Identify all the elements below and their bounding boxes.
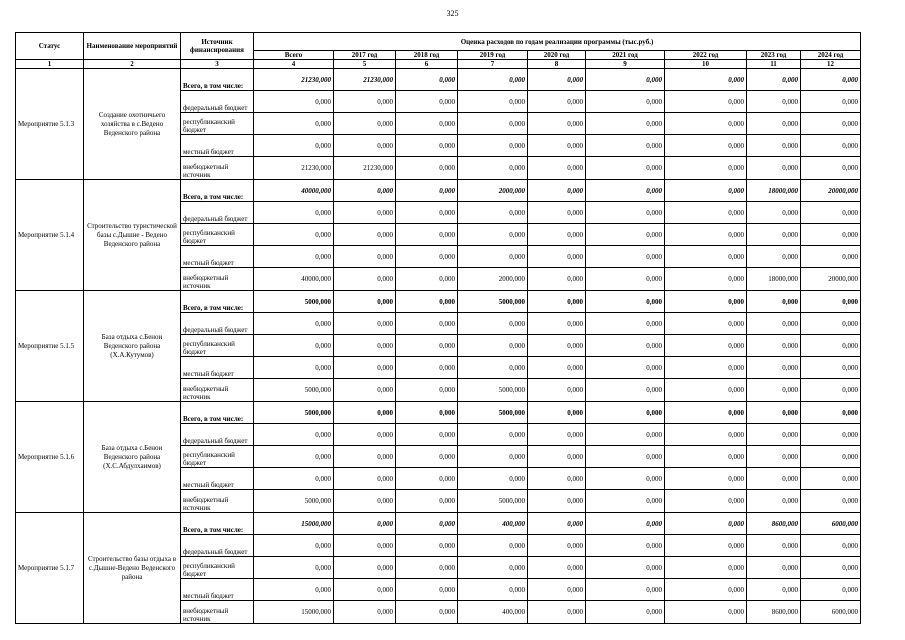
year-header: 2020 год: [528, 51, 586, 60]
event-name: Строительство базы отдыха в с.Дышне-Ведено Веденского района: [84, 513, 181, 624]
amount-cell: 0,000: [801, 379, 861, 402]
amount-cell: 0,000: [396, 402, 458, 424]
amount-cell: 0,000: [396, 446, 458, 468]
amount-cell: 0,000: [334, 490, 396, 513]
column-number: 1: [16, 60, 84, 69]
amount-cell: 0,000: [334, 424, 396, 446]
amount-cell: 0,000: [801, 335, 861, 357]
funding-source: внебюджетный источник: [181, 490, 254, 513]
amount-cell: 0,000: [396, 335, 458, 357]
year-header: 2024 год: [801, 51, 861, 60]
funding-source: республиканский бюджет: [181, 446, 254, 468]
amount-cell: 0,000: [586, 224, 665, 246]
amount-cell: 0,000: [665, 224, 747, 246]
amount-cell: 0,000: [801, 135, 861, 157]
amount-cell: 0,000: [586, 291, 665, 313]
amount-cell: 21230,000: [254, 157, 334, 180]
amount-cell: 5000,000: [458, 490, 528, 513]
table-row: [16, 291, 861, 313]
amount-cell: 0,000: [254, 424, 334, 446]
amount-cell: 0,000: [747, 446, 801, 468]
amount-cell: 0,000: [747, 113, 801, 135]
amount-cell: 0,000: [396, 557, 458, 579]
amount-cell: 0,000: [396, 601, 458, 624]
amount-cell: 6000,000: [801, 513, 861, 535]
amount-cell: 0,000: [334, 180, 396, 202]
amount-cell: 0,000: [586, 135, 665, 157]
amount-cell: 0,000: [801, 557, 861, 579]
amount-cell: 0,000: [586, 424, 665, 446]
amount-cell: 0,000: [747, 91, 801, 113]
amount-cell: 0,000: [665, 291, 747, 313]
amount-cell: 0,000: [665, 246, 747, 268]
funding-source: Всего, в том числе:: [181, 291, 254, 313]
amount-cell: 0,000: [528, 202, 586, 224]
amount-cell: 0,000: [334, 601, 396, 624]
year-header: 2017 год: [334, 51, 396, 60]
amount-cell: 0,000: [747, 490, 801, 513]
amount-cell: 0,000: [665, 69, 747, 91]
amount-cell: 0,000: [528, 490, 586, 513]
amount-cell: 8600,000: [747, 513, 801, 535]
amount-cell: 0,000: [528, 535, 586, 557]
funding-source: федеральный бюджет: [181, 535, 254, 557]
amount-cell: 0,000: [458, 446, 528, 468]
page-number: 325: [446, 9, 459, 18]
amount-cell: 0,000: [665, 357, 747, 379]
amount-cell: 15000,000: [254, 513, 334, 535]
amount-cell: 0,000: [254, 579, 334, 601]
amount-cell: 0,000: [396, 291, 458, 313]
amount-cell: 0,000: [747, 157, 801, 180]
amount-cell: 5000,000: [458, 291, 528, 313]
amount-cell: 0,000: [334, 402, 396, 424]
amount-cell: 0,000: [396, 91, 458, 113]
amount-cell: 0,000: [801, 291, 861, 313]
amount-cell: 0,000: [747, 202, 801, 224]
column-number: 4: [254, 60, 334, 69]
amount-cell: 0,000: [334, 268, 396, 291]
funding-source: внебюджетный источник: [181, 379, 254, 402]
amount-cell: 0,000: [665, 379, 747, 402]
amount-cell: 0,000: [458, 579, 528, 601]
amount-cell: 0,000: [528, 513, 586, 535]
amount-cell: 0,000: [528, 291, 586, 313]
amount-cell: 0,000: [801, 490, 861, 513]
amount-cell: 0,000: [334, 335, 396, 357]
expense-table: [15, 32, 861, 624]
funding-source: федеральный бюджет: [181, 313, 254, 335]
column-number: 6: [396, 60, 458, 69]
funding-source: местный бюджет: [181, 468, 254, 490]
amount-cell: 0,000: [528, 379, 586, 402]
amount-cell: 0,000: [665, 268, 747, 291]
amount-cell: 0,000: [458, 113, 528, 135]
funding-source: федеральный бюджет: [181, 202, 254, 224]
amount-cell: 0,000: [396, 113, 458, 135]
funding-source: Всего, в том числе:: [181, 180, 254, 202]
amount-cell: 0,000: [528, 157, 586, 180]
header-source: Источник финансирования: [181, 33, 254, 60]
amount-cell: 0,000: [528, 135, 586, 157]
amount-cell: 0,000: [586, 69, 665, 91]
amount-cell: 0,000: [396, 224, 458, 246]
table-row: [16, 69, 861, 91]
amount-cell: 0,000: [254, 246, 334, 268]
funding-source: местный бюджет: [181, 135, 254, 157]
amount-cell: 0,000: [334, 535, 396, 557]
amount-cell: 0,000: [458, 313, 528, 335]
amount-cell: 0,000: [586, 379, 665, 402]
funding-source: местный бюджет: [181, 357, 254, 379]
amount-cell: 5000,000: [458, 402, 528, 424]
amount-cell: 0,000: [528, 601, 586, 624]
amount-cell: 0,000: [458, 224, 528, 246]
amount-cell: 0,000: [665, 446, 747, 468]
amount-cell: 0,000: [801, 535, 861, 557]
amount-cell: 20000,000: [801, 268, 861, 291]
amount-cell: 0,000: [747, 357, 801, 379]
amount-cell: 0,000: [334, 313, 396, 335]
amount-cell: 0,000: [254, 202, 334, 224]
amount-cell: 0,000: [665, 157, 747, 180]
amount-cell: 5000,000: [254, 402, 334, 424]
amount-cell: 0,000: [396, 579, 458, 601]
amount-cell: 0,000: [586, 446, 665, 468]
amount-cell: 40000,000: [254, 268, 334, 291]
amount-cell: 0,000: [665, 424, 747, 446]
amount-cell: 0,000: [334, 557, 396, 579]
funding-source: внебюджетный источник: [181, 601, 254, 624]
header-status: Статус: [16, 33, 84, 60]
amount-cell: 0,000: [586, 246, 665, 268]
amount-cell: 0,000: [801, 157, 861, 180]
amount-cell: 0,000: [586, 579, 665, 601]
amount-cell: 0,000: [254, 446, 334, 468]
amount-cell: 0,000: [528, 313, 586, 335]
table-row: [16, 513, 861, 535]
amount-cell: 0,000: [528, 246, 586, 268]
funding-source: местный бюджет: [181, 579, 254, 601]
amount-cell: 0,000: [396, 313, 458, 335]
amount-cell: 0,000: [747, 379, 801, 402]
amount-cell: 400,000: [458, 601, 528, 624]
amount-cell: 0,000: [334, 224, 396, 246]
column-number: 8: [528, 60, 586, 69]
amount-cell: 0,000: [747, 468, 801, 490]
amount-cell: 0,000: [254, 313, 334, 335]
amount-cell: 0,000: [396, 202, 458, 224]
amount-cell: 0,000: [747, 69, 801, 91]
amount-cell: 0,000: [528, 180, 586, 202]
amount-cell: 0,000: [528, 69, 586, 91]
amount-cell: 0,000: [747, 424, 801, 446]
column-number: 5: [334, 60, 396, 69]
funding-source: республиканский бюджет: [181, 224, 254, 246]
year-header: 2018 год: [396, 51, 458, 60]
amount-cell: 2000,000: [458, 180, 528, 202]
amount-cell: 0,000: [586, 513, 665, 535]
amount-cell: 21230,000: [254, 69, 334, 91]
amount-cell: 0,000: [396, 513, 458, 535]
amount-cell: 0,000: [801, 424, 861, 446]
funding-source: внебюджетный источник: [181, 157, 254, 180]
amount-cell: 0,000: [586, 357, 665, 379]
amount-cell: 0,000: [528, 468, 586, 490]
amount-cell: 0,000: [254, 91, 334, 113]
event-name: База отдыха с.Бенои Веденского района (Х.А.Кутумов): [84, 291, 181, 402]
amount-cell: 0,000: [665, 180, 747, 202]
amount-cell: 0,000: [334, 446, 396, 468]
amount-cell: 0,000: [665, 402, 747, 424]
table-row: [16, 180, 861, 202]
event-status: Мероприятие 5.1.3: [16, 69, 84, 180]
amount-cell: 0,000: [528, 224, 586, 246]
amount-cell: 0,000: [254, 113, 334, 135]
amount-cell: 5000,000: [254, 379, 334, 402]
amount-cell: 0,000: [586, 268, 665, 291]
amount-cell: 0,000: [665, 468, 747, 490]
amount-cell: 0,000: [334, 246, 396, 268]
amount-cell: 0,000: [396, 69, 458, 91]
amount-cell: 0,000: [528, 424, 586, 446]
amount-cell: 0,000: [801, 446, 861, 468]
amount-cell: 0,000: [586, 468, 665, 490]
amount-cell: 0,000: [254, 557, 334, 579]
column-number: 3: [181, 60, 254, 69]
amount-cell: 0,000: [801, 91, 861, 113]
amount-cell: 0,000: [747, 402, 801, 424]
amount-cell: 0,000: [801, 224, 861, 246]
amount-cell: 0,000: [586, 557, 665, 579]
amount-cell: 0,000: [586, 601, 665, 624]
amount-cell: 0,000: [396, 268, 458, 291]
column-number: 11: [747, 60, 801, 69]
year-header: 2019 год: [458, 51, 528, 60]
amount-cell: 0,000: [665, 135, 747, 157]
amount-cell: 0,000: [747, 224, 801, 246]
funding-source: местный бюджет: [181, 246, 254, 268]
amount-cell: 0,000: [528, 335, 586, 357]
amount-cell: 0,000: [396, 180, 458, 202]
amount-cell: 0,000: [801, 402, 861, 424]
amount-cell: 0,000: [665, 335, 747, 357]
amount-cell: 0,000: [586, 490, 665, 513]
amount-cell: 5000,000: [458, 379, 528, 402]
amount-cell: 0,000: [334, 357, 396, 379]
amount-cell: 0,000: [458, 357, 528, 379]
amount-cell: 0,000: [528, 113, 586, 135]
amount-cell: 0,000: [458, 69, 528, 91]
amount-cell: 0,000: [458, 202, 528, 224]
amount-cell: 0,000: [334, 379, 396, 402]
amount-cell: 0,000: [396, 468, 458, 490]
funding-source: федеральный бюджет: [181, 91, 254, 113]
amount-cell: 18000,000: [747, 268, 801, 291]
amount-cell: 0,000: [665, 557, 747, 579]
amount-cell: 0,000: [586, 402, 665, 424]
amount-cell: 0,000: [665, 91, 747, 113]
amount-cell: 6000,000: [801, 601, 861, 624]
amount-cell: 0,000: [801, 357, 861, 379]
column-number: 2: [84, 60, 181, 69]
amount-cell: 0,000: [665, 535, 747, 557]
event-name: База отдыха с.Бенои Веденского района (Х.С.Абдулхаимов): [84, 402, 181, 513]
header-estimate: Оценка расходов по годам реализации программы (тыс.руб.): [254, 33, 861, 51]
amount-cell: 0,000: [334, 113, 396, 135]
amount-cell: 0,000: [747, 246, 801, 268]
amount-cell: 0,000: [665, 113, 747, 135]
amount-cell: 0,000: [396, 157, 458, 180]
amount-cell: 0,000: [458, 91, 528, 113]
amount-cell: 0,000: [747, 579, 801, 601]
year-header: 2023 год: [747, 51, 801, 60]
amount-cell: 0,000: [801, 246, 861, 268]
amount-cell: 0,000: [801, 468, 861, 490]
funding-source: республиканский бюджет: [181, 113, 254, 135]
amount-cell: 0,000: [458, 246, 528, 268]
event-status: Мероприятие 5.1.6: [16, 402, 84, 513]
amount-cell: 0,000: [528, 357, 586, 379]
funding-source: республиканский бюджет: [181, 557, 254, 579]
amount-cell: 0,000: [458, 135, 528, 157]
amount-cell: 0,000: [747, 313, 801, 335]
amount-cell: 0,000: [747, 291, 801, 313]
amount-cell: 0,000: [586, 202, 665, 224]
amount-cell: 0,000: [458, 424, 528, 446]
amount-cell: 0,000: [747, 335, 801, 357]
amount-cell: 20000,000: [801, 180, 861, 202]
amount-cell: 2000,000: [458, 268, 528, 291]
amount-cell: 0,000: [528, 402, 586, 424]
amount-cell: 0,000: [334, 513, 396, 535]
amount-cell: 0,000: [396, 490, 458, 513]
amount-cell: 0,000: [665, 579, 747, 601]
amount-cell: 400,000: [458, 513, 528, 535]
event-name: Строительство туристической базы с.Дышне - Ведено Веденского района: [84, 180, 181, 291]
amount-cell: 0,000: [396, 135, 458, 157]
header-name: Наименование мероприятий: [84, 33, 181, 60]
amount-cell: 0,000: [458, 157, 528, 180]
amount-cell: 0,000: [458, 468, 528, 490]
amount-cell: 0,000: [528, 91, 586, 113]
amount-cell: 0,000: [334, 468, 396, 490]
amount-cell: 0,000: [665, 313, 747, 335]
amount-cell: 0,000: [747, 535, 801, 557]
column-number: 12: [801, 60, 861, 69]
column-number: 7: [458, 60, 528, 69]
amount-cell: 0,000: [254, 468, 334, 490]
table-row: [16, 402, 861, 424]
amount-cell: 0,000: [334, 202, 396, 224]
amount-cell: 0,000: [665, 202, 747, 224]
event-status: Мероприятие 5.1.4: [16, 180, 84, 291]
amount-cell: 0,000: [586, 91, 665, 113]
amount-cell: 0,000: [801, 313, 861, 335]
amount-cell: 15000,000: [254, 601, 334, 624]
amount-cell: 0,000: [458, 335, 528, 357]
amount-cell: 0,000: [396, 424, 458, 446]
funding-source: Всего, в том числе:: [181, 513, 254, 535]
funding-source: федеральный бюджет: [181, 424, 254, 446]
amount-cell: 0,000: [254, 135, 334, 157]
amount-cell: 0,000: [254, 535, 334, 557]
amount-cell: 0,000: [458, 557, 528, 579]
amount-cell: 5000,000: [254, 490, 334, 513]
amount-cell: 0,000: [801, 579, 861, 601]
amount-cell: 0,000: [586, 535, 665, 557]
amount-cell: 8600,000: [747, 601, 801, 624]
amount-cell: 0,000: [334, 91, 396, 113]
amount-cell: 0,000: [396, 246, 458, 268]
amount-cell: 40000,000: [254, 180, 334, 202]
amount-cell: 0,000: [458, 535, 528, 557]
amount-cell: 0,000: [528, 579, 586, 601]
amount-cell: 0,000: [586, 180, 665, 202]
amount-cell: 0,000: [334, 579, 396, 601]
amount-cell: 21230,000: [334, 157, 396, 180]
amount-cell: 0,000: [586, 313, 665, 335]
event-name: Создание охотничьего хозяйства в с.Ведено Веденского района: [84, 69, 181, 180]
amount-cell: 21230,000: [334, 69, 396, 91]
amount-cell: 0,000: [254, 224, 334, 246]
amount-cell: 0,000: [334, 291, 396, 313]
amount-cell: 0,000: [586, 335, 665, 357]
amount-cell: 5000,000: [254, 291, 334, 313]
amount-cell: 0,000: [396, 357, 458, 379]
funding-source: внебюджетный источник: [181, 268, 254, 291]
amount-cell: 0,000: [665, 490, 747, 513]
year-header: 2022 год: [665, 51, 747, 60]
amount-cell: 0,000: [665, 601, 747, 624]
amount-cell: 0,000: [747, 135, 801, 157]
amount-cell: 0,000: [254, 357, 334, 379]
year-header: 2021 год: [586, 51, 665, 60]
amount-cell: 0,000: [801, 202, 861, 224]
amount-cell: 0,000: [396, 535, 458, 557]
amount-cell: 0,000: [586, 157, 665, 180]
amount-cell: 0,000: [254, 335, 334, 357]
amount-cell: 0,000: [528, 557, 586, 579]
amount-cell: 18000,000: [747, 180, 801, 202]
amount-cell: 0,000: [747, 557, 801, 579]
column-number: 10: [665, 60, 747, 69]
amount-cell: 0,000: [801, 113, 861, 135]
amount-cell: 0,000: [528, 446, 586, 468]
event-status: Мероприятие 5.1.5: [16, 291, 84, 402]
column-number: 9: [586, 60, 665, 69]
amount-cell: 0,000: [396, 379, 458, 402]
amount-cell: 0,000: [334, 135, 396, 157]
amount-cell: 0,000: [586, 113, 665, 135]
year-header: Всего: [254, 51, 334, 60]
event-status: Мероприятие 5.1.7: [16, 513, 84, 624]
funding-source: республиканский бюджет: [181, 335, 254, 357]
amount-cell: 0,000: [801, 69, 861, 91]
funding-source: Всего, в том числе:: [181, 69, 254, 91]
funding-source: Всего, в том числе:: [181, 402, 254, 424]
amount-cell: 0,000: [528, 268, 586, 291]
amount-cell: 0,000: [665, 513, 747, 535]
